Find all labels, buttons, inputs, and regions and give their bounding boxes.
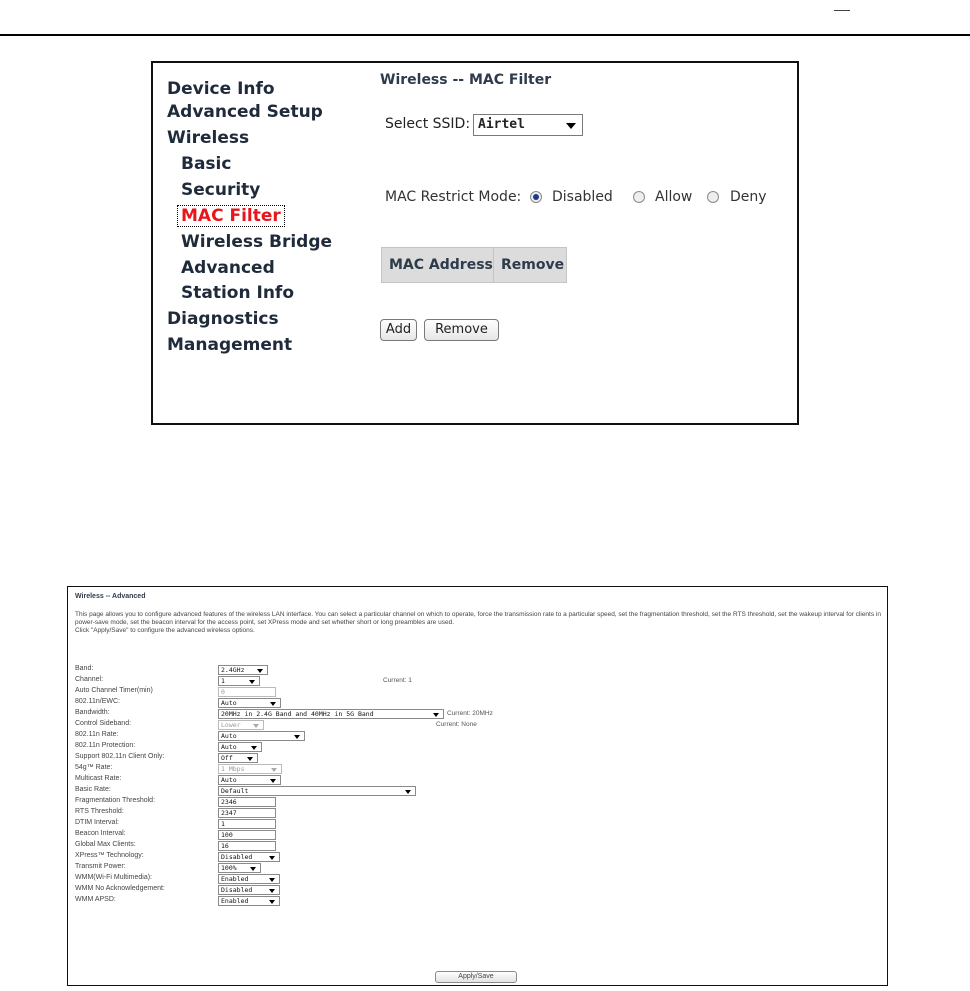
xpress-value: Disabled [221,853,253,861]
beacon-interval-label: Beacon Interval: [75,830,126,837]
bandwidth-select[interactable] [218,709,444,719]
basic-rate-select[interactable] [218,786,416,796]
chevron-down-icon [270,702,276,706]
chevron-down-icon [269,878,275,882]
basic-rate-label: Basic Rate: [75,786,111,793]
page-title: Wireless -- MAC Filter [380,72,552,88]
sidebar-item-diagnostics[interactable]: Diagnostics [167,309,279,329]
band-label: Band: [75,665,94,672]
auto-channel-timer-input[interactable]: 0 [218,687,276,697]
radio-allow[interactable] [633,191,645,203]
chevron-down-icon [433,713,439,717]
chevron-down-icon [271,768,277,772]
ssid-label: Select SSID: [385,116,471,132]
channel-value: 1 [221,677,225,685]
chevron-down-icon [269,856,275,860]
table-header-remove: Remove [501,257,565,273]
mac-restrict-mode-label: MAC Restrict Mode: [385,189,522,205]
table-header-mac-address: MAC Address [389,257,493,273]
bandwidth-value: 20MHz in 2.4G Band and 40MHz in 5G Band [221,710,374,718]
chevron-down-icon [269,900,275,904]
chevron-down-icon [269,889,275,893]
ssid-select[interactable] [473,114,583,136]
sidebar-item-advanced-setup[interactable]: Advanced Setup [167,102,323,122]
chevron-down-icon [270,779,276,783]
header-divider [0,34,970,36]
wmm-apsd-value: Enabled [221,897,249,905]
control-sideband-current: Current: None [436,721,477,728]
ewc-select[interactable] [218,698,281,708]
radio-allow-label: Allow [655,189,693,205]
g-rate-label: 54g™ Rate: [75,764,113,771]
radio-deny[interactable] [707,191,719,203]
chevron-down-icon [253,724,259,728]
sidebar-item-wireless[interactable]: Wireless [167,128,250,148]
channel-select[interactable] [218,676,260,686]
chevron-down-icon [405,790,411,794]
sidebar-item-device-info[interactable]: Device Info [167,79,275,99]
top-dash [834,10,850,11]
xpress-label: XPress™ Technology: [75,852,144,859]
wmm-apsd-label: WMM APSD: [75,896,116,903]
control-sideband-value: Lower [221,721,241,729]
n-protection-value: Auto [221,743,237,751]
multicast-rate-value: Auto [221,776,237,784]
control-sideband-label: Control Sideband: [75,720,132,727]
auto-channel-timer-label: Auto Channel Timer(min) [75,687,153,694]
radio-disabled-label: Disabled [552,189,613,205]
n-rate-select[interactable] [218,731,305,741]
add-button[interactable]: Add [380,319,417,341]
ewc-label: 802.11n/EWC: [75,698,121,705]
advanced-instruction-text: Click "Apply/Save" to configure the advanced wireless options. [75,627,255,634]
channel-label: Channel: [75,676,104,683]
basic-rate-value: Default [221,787,249,795]
wmm-apsd-select[interactable] [218,896,280,906]
apply-save-button[interactable]: Apply/Save [435,971,517,983]
band-select[interactable] [218,665,268,675]
radio-disabled[interactable] [530,191,542,203]
dtim-interval-input[interactable]: 1 [218,819,276,829]
wireless-advanced-panel [67,586,888,986]
sidebar-item-station-info[interactable]: Station Info [181,283,294,303]
sidebar-item-advanced[interactable]: Advanced [181,258,275,278]
chevron-down-icon [247,757,253,761]
table-divider [493,248,494,282]
dtim-interval-label: DTIM Interval: [75,819,119,826]
channel-current: Current: 1 [383,677,412,684]
n-client-only-value: Off [221,754,233,762]
mac-address-table [381,247,567,283]
chevron-down-icon [249,680,255,684]
bandwidth-label: Bandwidth: [75,709,110,716]
wmm-label: WMM(Wi-Fi Multimedia): [75,874,152,881]
chevron-down-icon [294,735,300,739]
ssid-select-value: Airtel [478,117,525,132]
chevron-down-icon [257,669,263,673]
rts-threshold-label: RTS Threshold: [75,808,124,815]
n-client-only-label: Support 802.11n Client Only: [75,753,165,760]
sidebar-item-mac-filter[interactable]: MAC Filter [177,205,285,227]
remove-button[interactable]: Remove [424,319,499,341]
transmit-power-select[interactable] [218,863,261,873]
g-rate-select[interactable] [218,764,282,774]
beacon-interval-input[interactable]: 100 [218,830,276,840]
rts-threshold-input[interactable]: 2347 [218,808,276,818]
wmm-no-ack-value: Disabled [221,886,253,894]
advanced-description-text: This page allows you to configure advanced features of the wireless LAN interface. You can select a particular channel on which to operate, force the transmission rate to a particular speed, set the fragmentation threshold, set the RTS threshold, set the wakeup interval for clients in power-save mode, set the beacon interval for the access point, set XPress mode and set whether short or long preambles are used. [75,611,881,626]
radio-deny-label: Deny [730,189,767,205]
chevron-down-icon [250,867,256,871]
transmit-power-value: 100% [221,864,237,872]
wmm-no-ack-select[interactable] [218,885,280,895]
wmm-no-ack-label: WMM No Acknowledgement: [75,885,165,892]
sidebar-item-security[interactable]: Security [181,180,261,200]
xpress-select[interactable] [218,852,280,862]
multicast-rate-select[interactable] [218,775,281,785]
advanced-title: Wireless -- Advanced [75,593,146,600]
n-rate-value: Auto [221,732,237,740]
global-max-clients-input[interactable]: 16 [218,841,276,851]
chevron-down-icon [251,746,257,750]
fragmentation-threshold-input[interactable]: 2346 [218,797,276,807]
advanced-description [75,611,883,635]
sidebar-item-wireless-bridge[interactable]: Wireless Bridge [181,232,333,252]
sidebar-item-basic[interactable]: Basic [181,154,232,174]
wmm-value: Enabled [221,875,249,883]
sidebar-item-management[interactable]: Management [167,335,293,355]
wmm-select[interactable] [218,874,280,884]
g-rate-value: 1 Mbps [221,765,245,773]
mac-filter-panel [151,61,799,425]
ewc-value: Auto [221,699,237,707]
control-sideband-select[interactable] [218,720,264,730]
multicast-rate-label: Multicast Rate: [75,775,122,782]
band-value: 2.4GHz [221,666,245,674]
n-client-only-select[interactable] [218,753,258,763]
chevron-down-icon [566,123,576,129]
bandwidth-current: Current: 20MHz [447,710,493,717]
fragmentation-threshold-label: Fragmentation Threshold: [75,797,156,804]
transmit-power-label: Transmit Power: [75,863,126,870]
n-rate-label: 802.11n Rate: [75,731,119,738]
global-max-clients-label: Global Max Clients: [75,841,136,848]
n-protection-label: 802.11n Protection: [75,742,136,749]
n-protection-select[interactable] [218,742,262,752]
